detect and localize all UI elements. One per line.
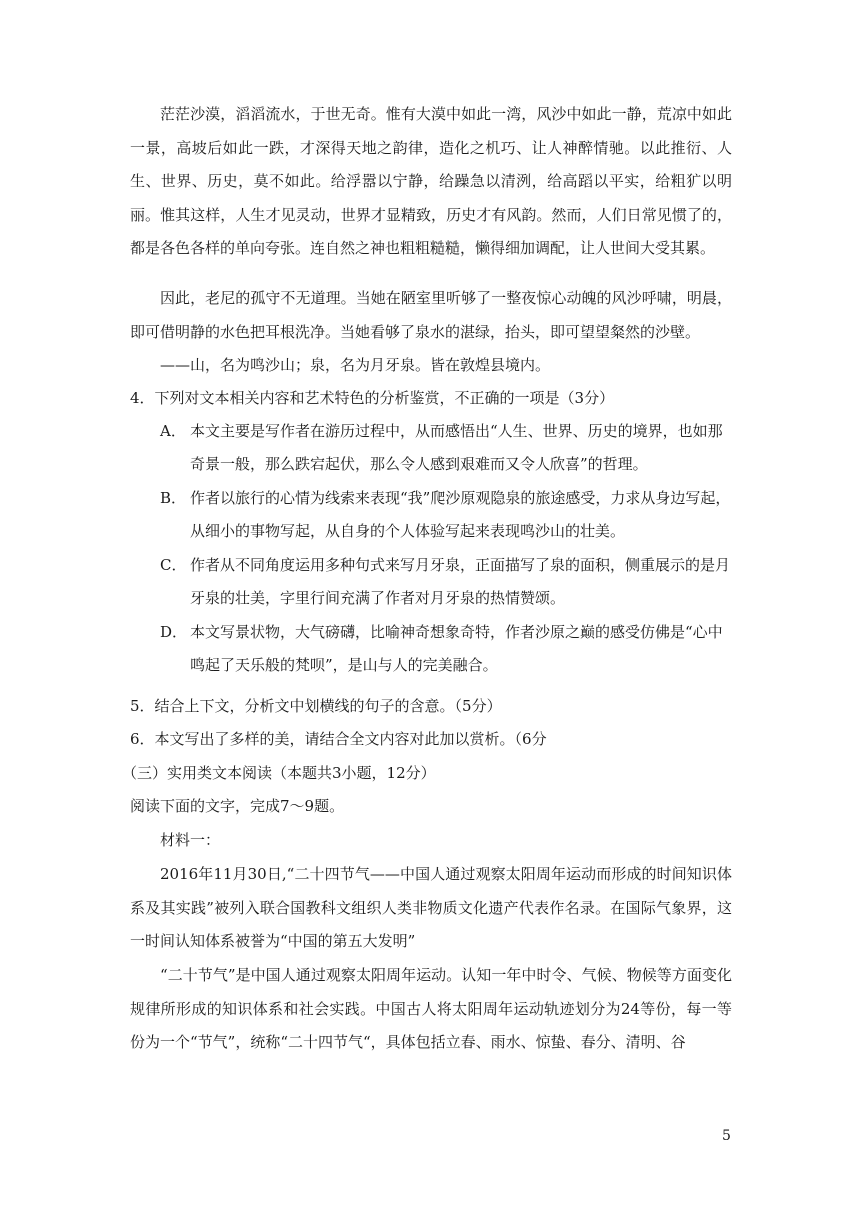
option-letter: D． <box>160 623 188 641</box>
passage-paragraph-3: ——山，名为鸣沙山；泉，名为月牙泉。皆在敦煌县境内。 <box>160 356 551 374</box>
question-5: 5．结合上下文，分析文中划横线的句子的含意。（5分） <box>130 697 502 715</box>
option-line-2: 鸣起了天乐般的梵呗”，是山与人的完美融合。 <box>190 656 498 674</box>
option-line-1: 本文主要是写作者在游历过程中，从而感悟出“人生、世界、历史的境界，也如那 <box>190 422 723 440</box>
option-line-2: 牙泉的壮美，字里行间充满了作者对月牙泉的热情赞颂。 <box>190 589 566 607</box>
question-4-option-c <box>160 549 732 615</box>
option-letter: B． <box>160 489 187 507</box>
page-number: 5 <box>722 1128 731 1144</box>
passage-paragraph-2: 因此，老尼的孤守不无道理。当她在陋室里听够了一整夜惊心动魄的风沙呼啸，明晨，即可借明静的水色把耳根洗净。当她看够了泉水的湛绿，抬头，即可望望粲然的沙壁。 <box>130 289 732 341</box>
option-line-1: 作者从不同角度运用多种句式来写月牙泉，正面描写了泉的面积，侧重展示的是月 <box>190 556 731 574</box>
question-4-option-d <box>160 616 732 682</box>
option-line-2: 从细小的事物写起，从自身的个人体验写起来表现鸣沙山的壮美。 <box>190 522 626 540</box>
material-label: 材料一： <box>160 831 221 849</box>
option-line-2: 奇景一般，那么跌宕起伏，那么令人感到艰难而又令人欣喜”的哲理。 <box>190 455 648 473</box>
section-3-instruction: 阅读下面的文字，完成7～9题。 <box>130 797 345 815</box>
question-6: 6．本文写出了多样的美，请结合全文内容对此加以赏析。（6分 <box>130 730 547 748</box>
option-line-1: 本文写景状物，大气磅礴，比喻神奇想象奇特，作者沙原之巅的感受仿佛是“心中 <box>190 623 723 641</box>
question-4-option-b <box>160 482 732 548</box>
material-paragraph-2: “二十节气”是中国人通过观察太阳周年运动。认知一年中时令、气候、物候等方面变化规律所形成的知识体系和社会实践。中国古人将太阳周年运动轨迹划分为24等份，每一等份为一个“节气”，统称“二十四节气“，具体包括立春、雨水、惊蛰、春分、清明、谷 <box>130 966 732 1051</box>
passage-paragraph-1: 茫茫沙漠，滔滔流水，于世无奇。惟有大漠中如此一湾，风沙中如此一静，荒凉中如此一景，高坡后如此一跌，才深得天地之韵律，造化之机巧、让人神醉情驰。以此推衍、人生、世界、历史，莫不如此。给浮嚣以宁静，给躁急以清洌，给高蹈以平实，给粗犷以明丽。惟其这样，人生才见灵动，世界才显精致，历史才有风韵。然而，人们日常见惯了的，都是各色各样的单向夸张。连自然之神也粗粗糙糙，懒得细加调配，让人世间大受其累。 <box>130 105 732 257</box>
material-paragraph-1: 2016年11月30日,“二十四节气——中国人通过观察太阳周年运动而形成的时间知识体系及其实践”被列入联合国教科文组织人类非物质文化遗产代表作名录。在国际气象界，这一时间认知体系被誉为“中国的第五大发明” <box>130 865 732 950</box>
option-letter: C． <box>160 556 187 574</box>
option-letter: A． <box>160 422 186 440</box>
section-3-heading: （三）实用类文本阅读（本题共3小题，12分） <box>122 764 436 782</box>
option-line-1: 作者以旅行的心情为线索来表现“我”爬沙原观隐泉的旅途感受，力求从身边写起， <box>190 489 731 507</box>
question-4-stem: 4．下列对文本相关内容和艺术特色的分析鉴赏，不正确的一项是（3分） <box>130 389 615 407</box>
question-4-option-a <box>160 415 732 481</box>
